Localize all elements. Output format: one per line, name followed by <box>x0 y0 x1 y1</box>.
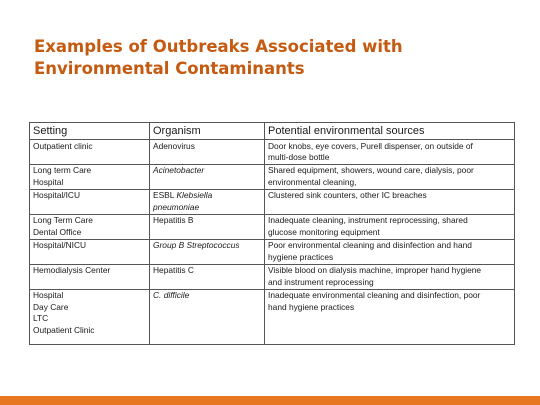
table-row <box>30 214 515 239</box>
setting-line: Outpatient clinic <box>33 140 93 151</box>
organism-text: ESBL <box>153 190 177 201</box>
organism-text: Hepatitis C <box>153 265 194 276</box>
header-setting: Setting <box>30 123 150 140</box>
organism-text: Group B Streptococcus <box>153 240 240 251</box>
organism-line <box>153 202 261 213</box>
bottom-accent-bar <box>0 396 540 405</box>
sources-line: Door knobs, eye covers, Purell dispenser, on outside of <box>268 140 473 151</box>
sources-line: hygiene practices <box>268 251 334 262</box>
cell-setting <box>30 264 150 289</box>
cell-organism <box>150 189 265 214</box>
organism-text: Acinetobacter <box>153 165 205 176</box>
sources-line: environmental cleaning, <box>268 176 357 187</box>
sources-line: Clustered sink counters, other IC breaches <box>268 190 427 201</box>
sources-line: glucose monitoring equipment <box>268 226 380 237</box>
organism-line <box>153 240 261 251</box>
cell-setting <box>30 164 150 189</box>
cell-organism <box>150 289 265 344</box>
organism-text-italic: Klebsiella <box>176 190 213 201</box>
cell-setting <box>30 214 150 239</box>
setting-line: Hospital <box>33 290 64 301</box>
table-row <box>30 264 515 289</box>
cell-setting <box>30 189 150 214</box>
sources-line: Shared equipment, showers, wound care, dialysis, poor <box>268 165 474 176</box>
cell-sources <box>265 189 515 214</box>
setting-line: Long term Care <box>33 165 92 176</box>
outbreak-table <box>29 122 515 345</box>
setting-line: Dental Office <box>33 226 82 237</box>
setting-line: Hemodialysis Center <box>33 265 111 276</box>
cell-organism <box>150 239 265 264</box>
setting-line: Hospital <box>33 176 64 187</box>
cell-sources <box>265 289 515 344</box>
table-row <box>30 189 515 214</box>
organism-text: Adenovirus <box>153 140 195 151</box>
sources-line: hand hygiene practices <box>268 301 355 312</box>
organism-line <box>153 265 261 276</box>
cell-setting <box>30 289 150 344</box>
cell-sources <box>265 239 515 264</box>
cell-sources <box>265 214 515 239</box>
cell-organism <box>150 214 265 239</box>
sources-line: multi-dose bottle <box>268 151 330 162</box>
cell-organism <box>150 140 265 165</box>
cell-sources <box>265 164 515 189</box>
organism-line <box>153 165 261 176</box>
table-header-row <box>30 123 515 140</box>
organism-text: pneumoniae <box>153 201 200 212</box>
setting-line: Outpatient Clinic <box>33 324 95 335</box>
organism-line <box>153 215 261 226</box>
slide-title-line-1: Examples of Outbreaks Associated with <box>34 37 403 56</box>
sources-line: Visible blood on dialysis machine, improper hand hygiene <box>268 265 482 276</box>
setting-line: Hospital/ICU <box>33 190 81 201</box>
organism-text: C. difficile <box>153 290 190 301</box>
setting-line: Day Care <box>33 301 69 312</box>
table-row <box>30 164 515 189</box>
cell-sources <box>265 264 515 289</box>
sources-line: Inadequate cleaning, instrument reprocessing, shared <box>268 215 468 226</box>
cell-sources <box>265 140 515 165</box>
setting-line: Hospital/NICU <box>33 240 87 251</box>
slide-title-line-2: Environmental Contaminants <box>34 59 305 78</box>
cell-organism <box>150 164 265 189</box>
table-row <box>30 289 515 344</box>
table-row <box>30 140 515 165</box>
organism-text: Hepatitis B <box>153 215 194 226</box>
cell-setting <box>30 140 150 165</box>
setting-line: LTC <box>33 313 49 324</box>
sources-line: and instrument reprocessing <box>268 276 374 287</box>
organism-line <box>153 190 261 201</box>
cell-setting <box>30 239 150 264</box>
header-organism: Organism <box>150 123 265 140</box>
organism-line <box>153 141 261 152</box>
setting-line: Long Term Care <box>33 215 93 226</box>
sources-line: Inadequate environmental cleaning and disinfection, poor <box>268 290 481 301</box>
organism-line <box>153 290 261 301</box>
cell-organism <box>150 264 265 289</box>
table-row <box>30 239 515 264</box>
sources-line: Poor environmental cleaning and disinfection and hand <box>268 240 472 251</box>
table-body <box>30 140 515 345</box>
header-sources: Potential environmental sources <box>265 123 515 140</box>
slide-title <box>34 36 504 80</box>
